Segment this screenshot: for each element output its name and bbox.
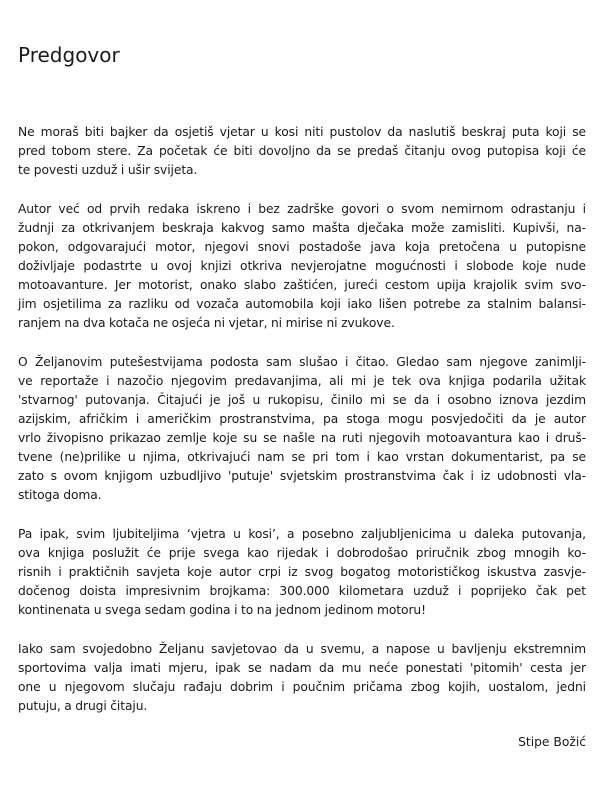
- text-line: jim osjetilima za razliku od vozača automobila koji iako lišen potrebe za stalnim balansi-: [18, 297, 586, 311]
- text-line: ova knjiga poslužit će prije svega kao rijedak i dobrodošao priručnik zbog mnogih ko-: [18, 546, 586, 560]
- text-line: motoavanture. Jer motorist, onako slabo zaštićen, jureći cestom upija krajolik svim svo-: [18, 278, 586, 292]
- paragraph: [18, 525, 586, 620]
- text-line: ranjem na dva kotača ne osjeća ni vjetar, ni mirise ni zvukove.: [18, 316, 395, 330]
- text-line: one u njegovom slučaju rađaju dobrim i poučnim pričama zbog kojih, uostalom, jedni: [18, 680, 586, 694]
- text-line: Autor već od prvih redaka iskreno i bez zadrške govori o svom nemirnom odrastanju i: [18, 202, 586, 216]
- author-signature: Stipe Božić: [518, 735, 586, 749]
- text-line: azijskim, afričkim i američkim prostranstvima, pa stoga mogu posvjedočiti da je autor: [18, 412, 586, 426]
- text-line: pokon, odgovarajući motor, njegovi snovi postadoše java koja pretočena u putopisne: [18, 240, 586, 254]
- text-line: ve reportaže i nazočio njegovim predavanjima, ali mi je tek ova knjiga podarila užitak: [18, 374, 586, 388]
- text-line: stitoga doma.: [18, 488, 102, 502]
- text-line: zato s ovom knjigom uzbudljivo 'putuje' svjetskim prostranstvima čak i iz udobnosti vla-: [18, 469, 586, 483]
- paragraph: [18, 640, 586, 716]
- text-line: O Željanovim putešestvijama podosta sam slušao i čitao. Gledao sam njegove zanimlji-: [18, 355, 586, 369]
- text-line: žudnji za otkrivanjem beskraja kakvog samo mašta dječaka može zamisliti. Kupivši, na-: [18, 221, 586, 235]
- text-line: sportovima valja imati mjeru, ipak se nadam da mu neće ponestati 'pitomih' cesta jer: [18, 661, 586, 675]
- text-line: Pa ipak, svim ljubiteljima ‘vjetra u kosi’, a posebno zaljubljenicima u daleka putovanja,: [18, 527, 586, 541]
- text-line: Ne moraš biti bajker da osjetiš vjetar u kosi niti pustolov da naslutiš beskraj puta koji se: [18, 125, 586, 139]
- text-line: 'stvarnog' putovanja. Čitajući je još u rukopisu, činilo mi se da i osobno iznova jezdim: [18, 393, 586, 407]
- paragraph: [18, 353, 586, 505]
- text-line: vrlo živopisno prikazao zemlje koje su se našle na ruti njegovih motoavantura kao i druš-: [18, 431, 586, 445]
- text-line: putuju, a drugi čitaju.: [18, 699, 148, 713]
- text-line: pred tobom stere. Za početak će biti dovoljno da se predaš čitanju ovog putopisa koji će: [18, 144, 586, 158]
- text-line: risnih i praktičnih savjeta koje autor crpi iz svog bogatog motorističkog iskustva zasvje-: [18, 565, 586, 579]
- text-line: tvene (ne)prilike u njima, otkrivajući nam se pri tom i kao vrstan dokumentarist, pa se: [18, 450, 586, 464]
- preface-body: [18, 123, 586, 736]
- paragraph: [18, 200, 586, 333]
- text-line: te povesti uzduž i ušir svijeta.: [18, 163, 198, 177]
- text-line: kontinenata u svega sedam godina i to na jednom jedinom motoru!: [18, 603, 426, 617]
- page-title: Predgovor: [18, 43, 120, 67]
- text-line: Iako sam svojedobno Željanu savjetovao da u svemu, a napose u bavljenju ekstremnim: [18, 642, 586, 656]
- text-line: dočenog doista impresivnim brojkama: 300.000 kilometara uzduž i poprijeko čak pet: [18, 584, 586, 598]
- text-line: doživljaje podastrte u ovoj knjizi otkriva nevjerojatne mogućnosti i slobode koje nude: [18, 259, 586, 273]
- paragraph: [18, 123, 586, 180]
- document-page: [18, 0, 586, 807]
